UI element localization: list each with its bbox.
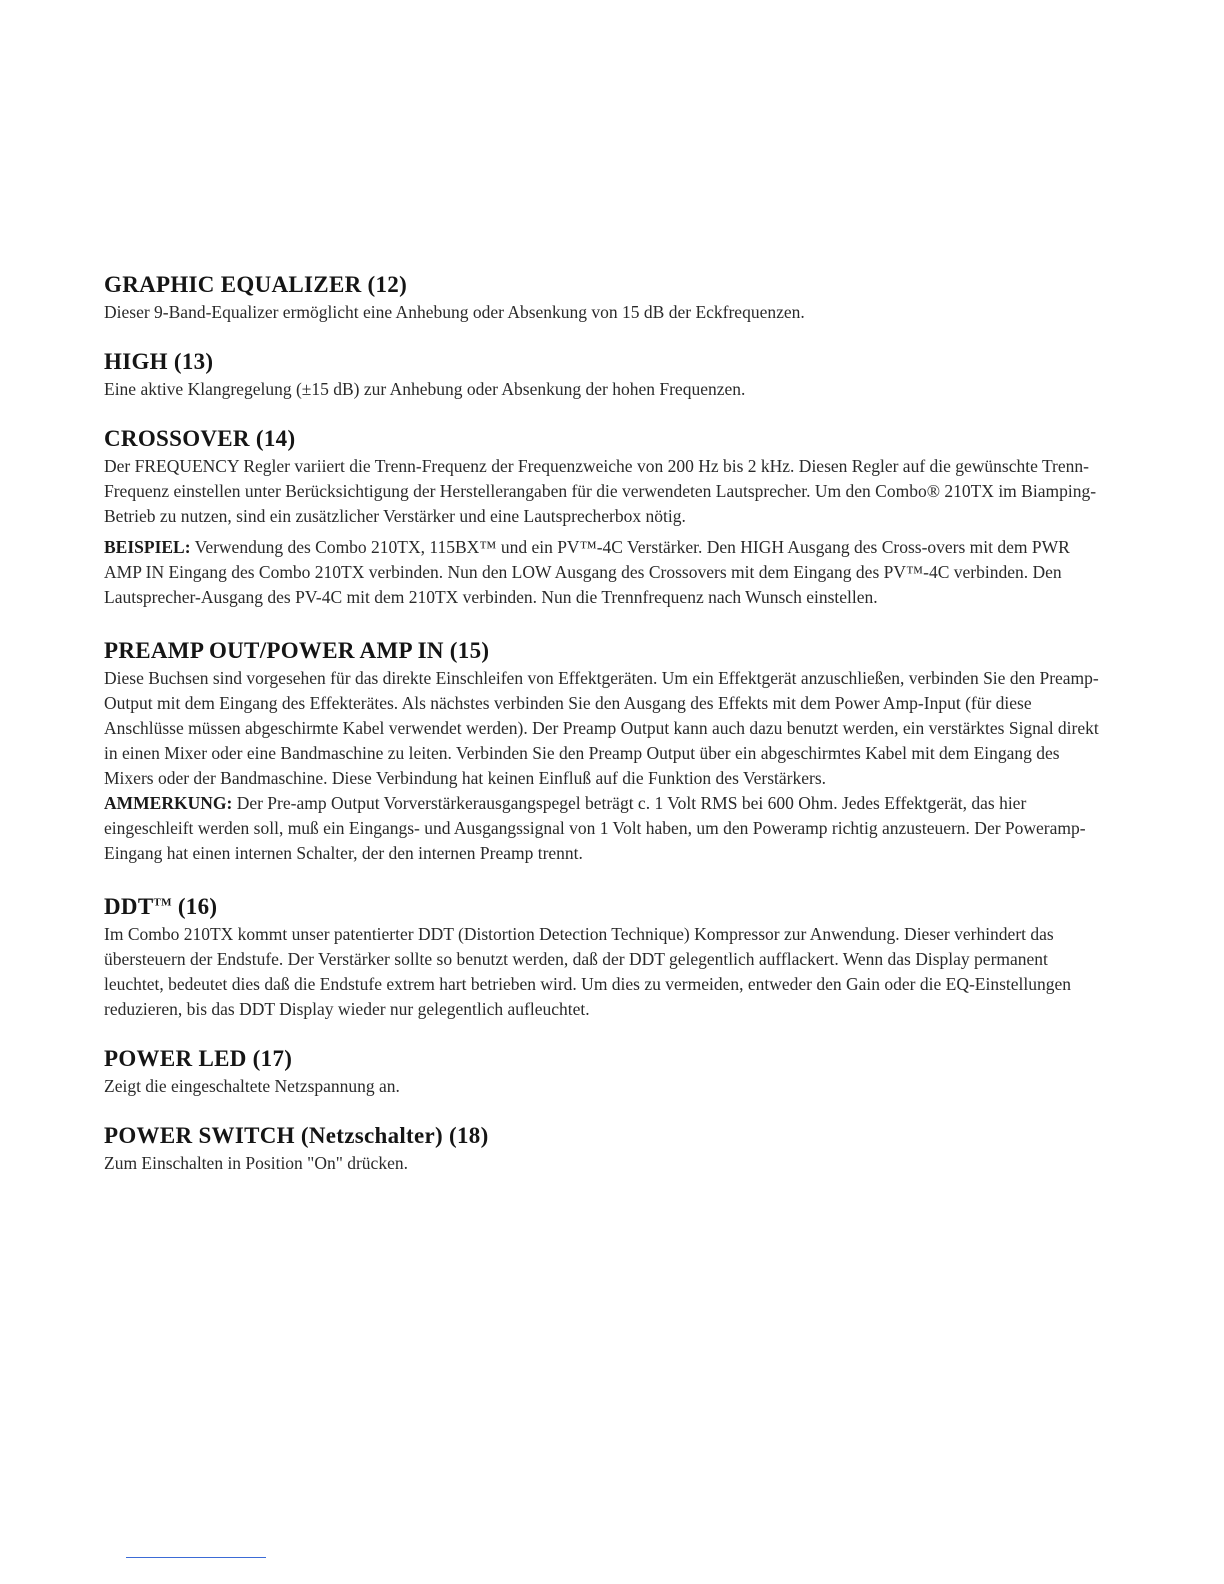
footer-divider — [126, 1557, 266, 1558]
section-crossover — [104, 424, 1104, 610]
note-text: Der Pre-amp Output Vorverstärkerausgangspegel beträgt c. 1 Volt RMS bei 600 Ohm. Jedes Effektgerät, das hier eingeschleift werden soll, muß ein Eingangs- und Ausgangssignal von 1 Volt haben, um den Poweramp richtig anzusteuern. Der Poweramp-Eingang hat einen internen Schalter, der den internen Preamp trennt. — [104, 793, 1086, 863]
example-paragraph — [104, 535, 1104, 610]
heading-main: DDT — [104, 894, 154, 919]
section-preamp-out-power-amp-in — [104, 636, 1104, 866]
document-page — [104, 270, 1104, 1176]
section-power-led — [104, 1044, 1104, 1099]
section-ddt — [104, 892, 1104, 1022]
section-heading: HIGH (13) — [104, 349, 214, 374]
section-graphic-equalizer — [104, 270, 1104, 325]
section-power-switch — [104, 1121, 1104, 1176]
section-body: Dieser 9-Band-Equalizer ermöglicht eine Anhebung oder Absenkung von 15 dB der Eckfrequenzen. — [104, 302, 805, 322]
note-lead: AMMERKUNG: — [104, 793, 233, 813]
section-heading: CROSSOVER (14) — [104, 426, 296, 451]
section-heading — [104, 892, 1104, 922]
section-heading: POWER SWITCH (Netzschalter) (18) — [104, 1123, 489, 1148]
trademark-mark: TM — [153, 896, 172, 909]
section-body: Zeigt die eingeschaltete Netzspannung an. — [104, 1076, 400, 1096]
example-text: Verwendung des Combo 210TX, 115BX™ und ein PV™-4C Verstärker. Den HIGH Ausgang des Cross-overs mit dem PWR AMP IN Eingang des Combo 210TX verbinden. Nun den LOW Ausgang des Crossovers mit dem Eingang des PV™-4C verbinden. Den Lautsprecher-Ausgang des PV-4C mit dem 210TX verbinden. Nun die Trennfrequenz nach Wunsch einstellen. — [104, 537, 1070, 607]
section-body: Im Combo 210TX kommt unser patentierter DDT (Distortion Detection Technique) Kompressor zur Anwendung. Dieser verhindert das übersteuern der Endstufe. Der Verstärker sollte so benutzt werden, daß der DDT gelegentlich aufflackert. Wenn das Display permanent leuchtet, bedeutet dies daß die Endstufe extrem hart betrieben wird. Um dies zu vermeiden, entweder den Gain oder die EQ-Einstellungen reduzieren, bis das DDT Display wieder nur gelegentlich aufleuchtet. — [104, 924, 1072, 1019]
section-high — [104, 347, 1104, 402]
section-body: Eine aktive Klangregelung (±15 dB) zur Anhebung oder Absenkung der hohen Frequenzen. — [104, 379, 746, 399]
section-body: Diese Buchsen sind vorgesehen für das direkte Einschleifen von Effektgeräten. Um ein Effektgerät anzuschließen, verbinden Sie den Preamp-Output mit dem Eingang des Effekterätes. Als nächstes verbinden Sie den Ausgang des Effekts mit dem Power Amp-Input (für diese Anschlüsse müssen abgeschirmte Kabel verwendet werden). Der Preamp Output kann auch dazu benutzt werden, ein verstärktes Signal direkt in einen Mixer oder eine Bandmaschine zu leiten. Verbinden Sie den Preamp Output über ein abgeschirmtes Kabel mit dem Eingang des Mixers oder der Bandmaschine. Diese Verbindung hat keinen Einfluß auf die Funktion des Verstärkers. — [104, 668, 1099, 788]
section-heading: POWER LED (17) — [104, 1046, 293, 1071]
heading-number: (16) — [171, 894, 218, 919]
note-paragraph — [104, 791, 1104, 866]
section-heading: GRAPHIC EQUALIZER (12) — [104, 272, 408, 297]
section-heading: PREAMP OUT/POWER AMP IN (15) — [104, 638, 490, 663]
section-body: Der FREQUENCY Regler variiert die Trenn-Frequenz der Frequenzweiche von 200 Hz bis 2 kHz. Diesen Regler auf die gewünschte Trenn-Frequenz einstellen unter Berücksichtigung der Herstellerangaben für die verwendeten Lautsprecher. Um den Combo® 210TX im Biamping-Betrieb zu nutzen, sind ein zusätzlicher Verstärker und eine Lautsprecherbox nötig. — [104, 456, 1097, 526]
example-lead: BEISPIEL: — [104, 537, 191, 557]
section-body: Zum Einschalten in Position "On" drücken. — [104, 1153, 408, 1173]
